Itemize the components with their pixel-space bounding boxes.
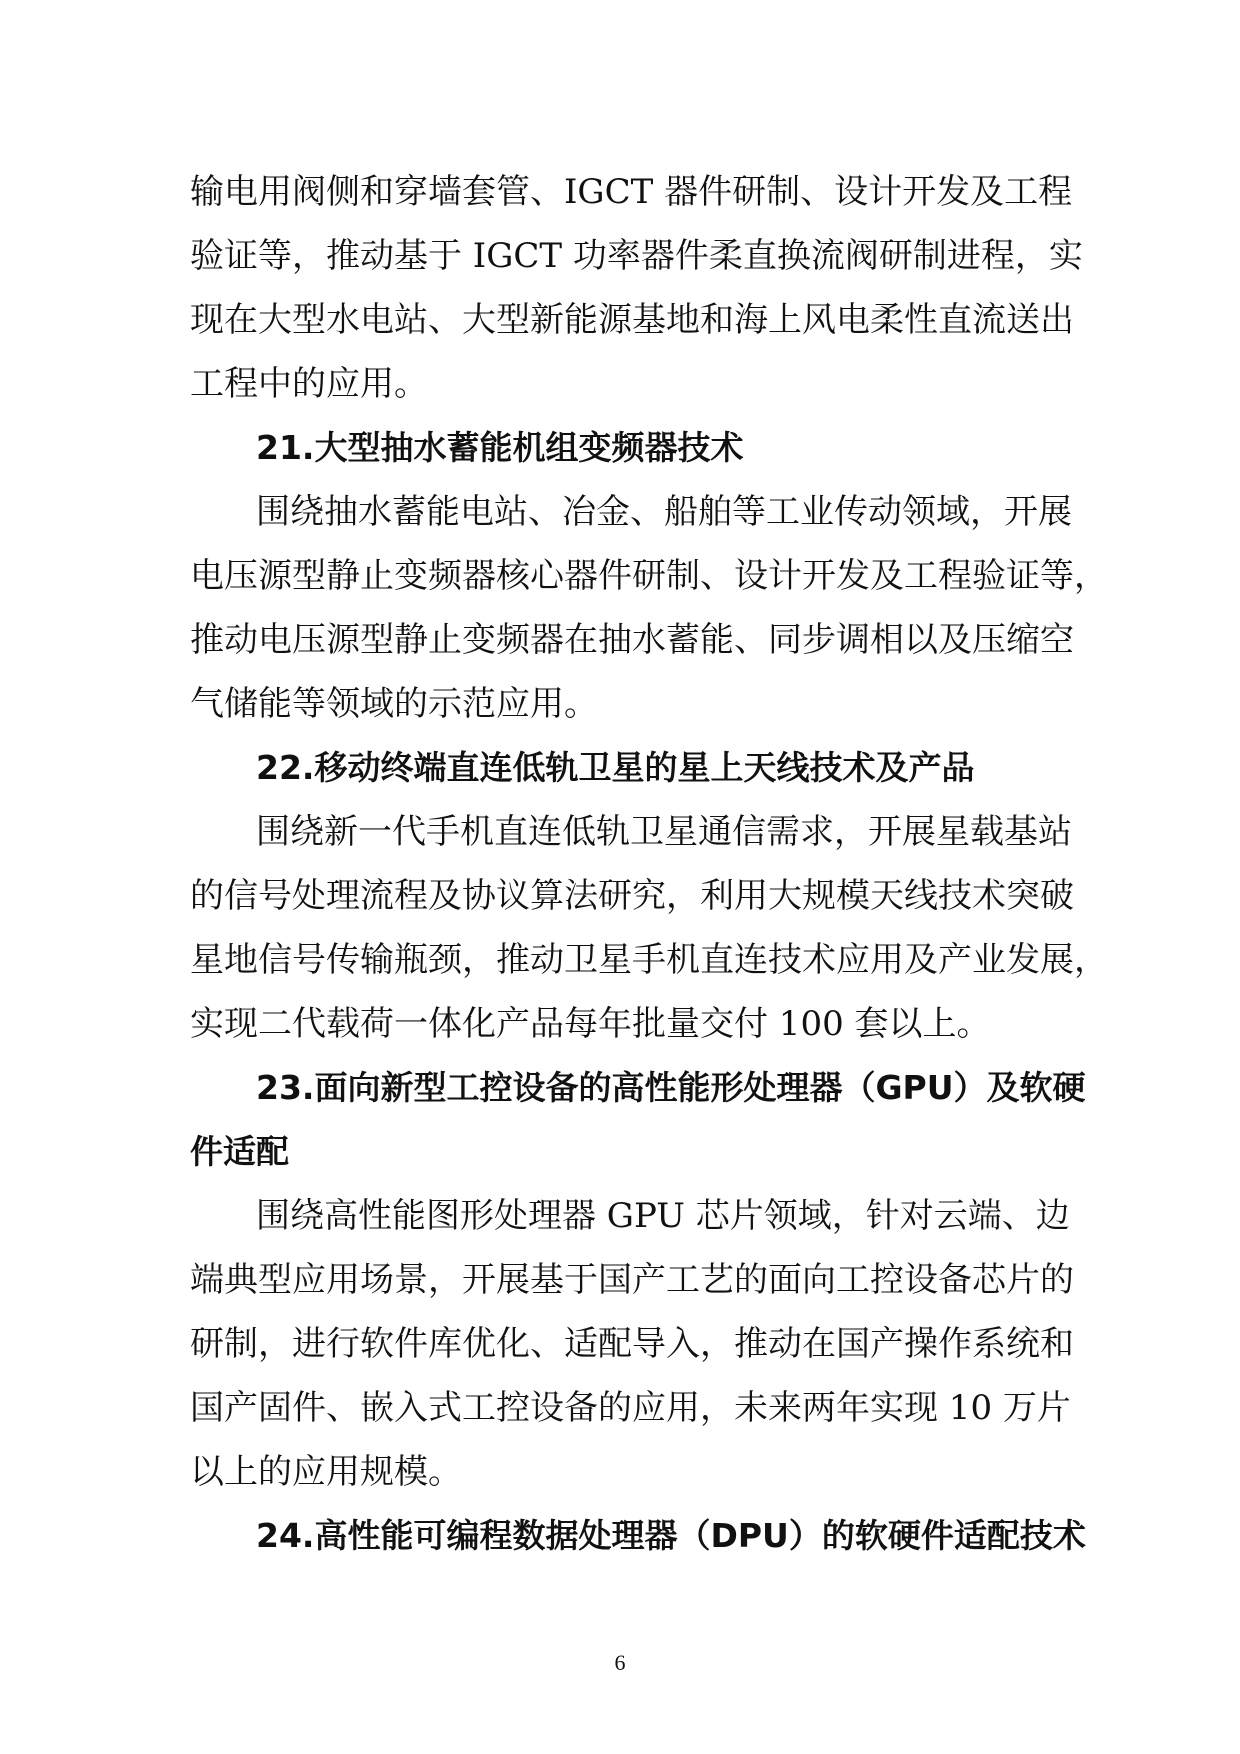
paragraph-line: 验证等，推动基于 IGCT 功率器件柔直换流阀研制进程，实 bbox=[190, 236, 1083, 276]
paragraph-line: 围绕高性能图形处理器 GPU 芯片领域，针对云端、边 bbox=[256, 1196, 1070, 1236]
paragraph-line: 气储能等领域的示范应用。 bbox=[190, 684, 598, 724]
paragraph-line: 研制，进行软件库优化、适配导入，推动在国产操作系统和 bbox=[190, 1324, 1074, 1364]
page-number: 6 bbox=[614, 1650, 626, 1675]
section-heading-21: 21.大型抽水蓄能机组变频器技术 bbox=[256, 428, 744, 467]
paragraph-line: 实现二代载荷一体化产品每年批量交付 100 套以上。 bbox=[190, 1004, 991, 1044]
paragraph-line: 推动电压源型静止变频器在抽水蓄能、同步调相以及压缩空 bbox=[190, 620, 1074, 660]
document-body bbox=[190, 160, 1108, 1568]
paragraph-line: 的信号处理流程及协议算法研究，利用大规模天线技术突破 bbox=[190, 876, 1074, 916]
paragraph-line: 输电用阀侧和穿墙套管、IGCT 器件研制、设计开发及工程 bbox=[190, 172, 1073, 212]
paragraph-line: 现在大型水电站、大型新能源基地和海上风电柔性直流送出 bbox=[190, 300, 1074, 340]
paragraph-line: 围绕新一代手机直连低轨卫星通信需求，开展星载基站 bbox=[256, 812, 1072, 852]
paragraph-line: 端典型应用场景，开展基于国产工艺的面向工控设备芯片的 bbox=[190, 1260, 1074, 1300]
section-heading-23: 23.面向新型工控设备的高性能形处理器（GPU）及软硬 bbox=[256, 1068, 1086, 1107]
section-heading-22: 22.移动终端直连低轨卫星的星上天线技术及产品 bbox=[256, 748, 975, 787]
paragraph-line: 以上的应用规模。 bbox=[190, 1452, 462, 1492]
section-heading-23-cont: 件适配 bbox=[190, 1132, 289, 1171]
paragraph-line: 工程中的应用。 bbox=[190, 364, 428, 404]
section-heading-24: 24.高性能可编程数据处理器（DPU）的软硬件适配技术 bbox=[256, 1516, 1086, 1555]
paragraph-line: 国产固件、嵌入式工控设备的应用，未来两年实现 10 万片 bbox=[190, 1388, 1071, 1428]
paragraph-line: 电压源型静止变频器核心器件研制、设计开发及工程验证等， bbox=[190, 556, 1108, 596]
paragraph-line: 围绕抽水蓄能电站、冶金、船舶等工业传动领域，开展 bbox=[256, 492, 1072, 532]
paragraph-line: 星地信号传输瓶颈，推动卫星手机直连技术应用及产业发展， bbox=[190, 940, 1108, 980]
